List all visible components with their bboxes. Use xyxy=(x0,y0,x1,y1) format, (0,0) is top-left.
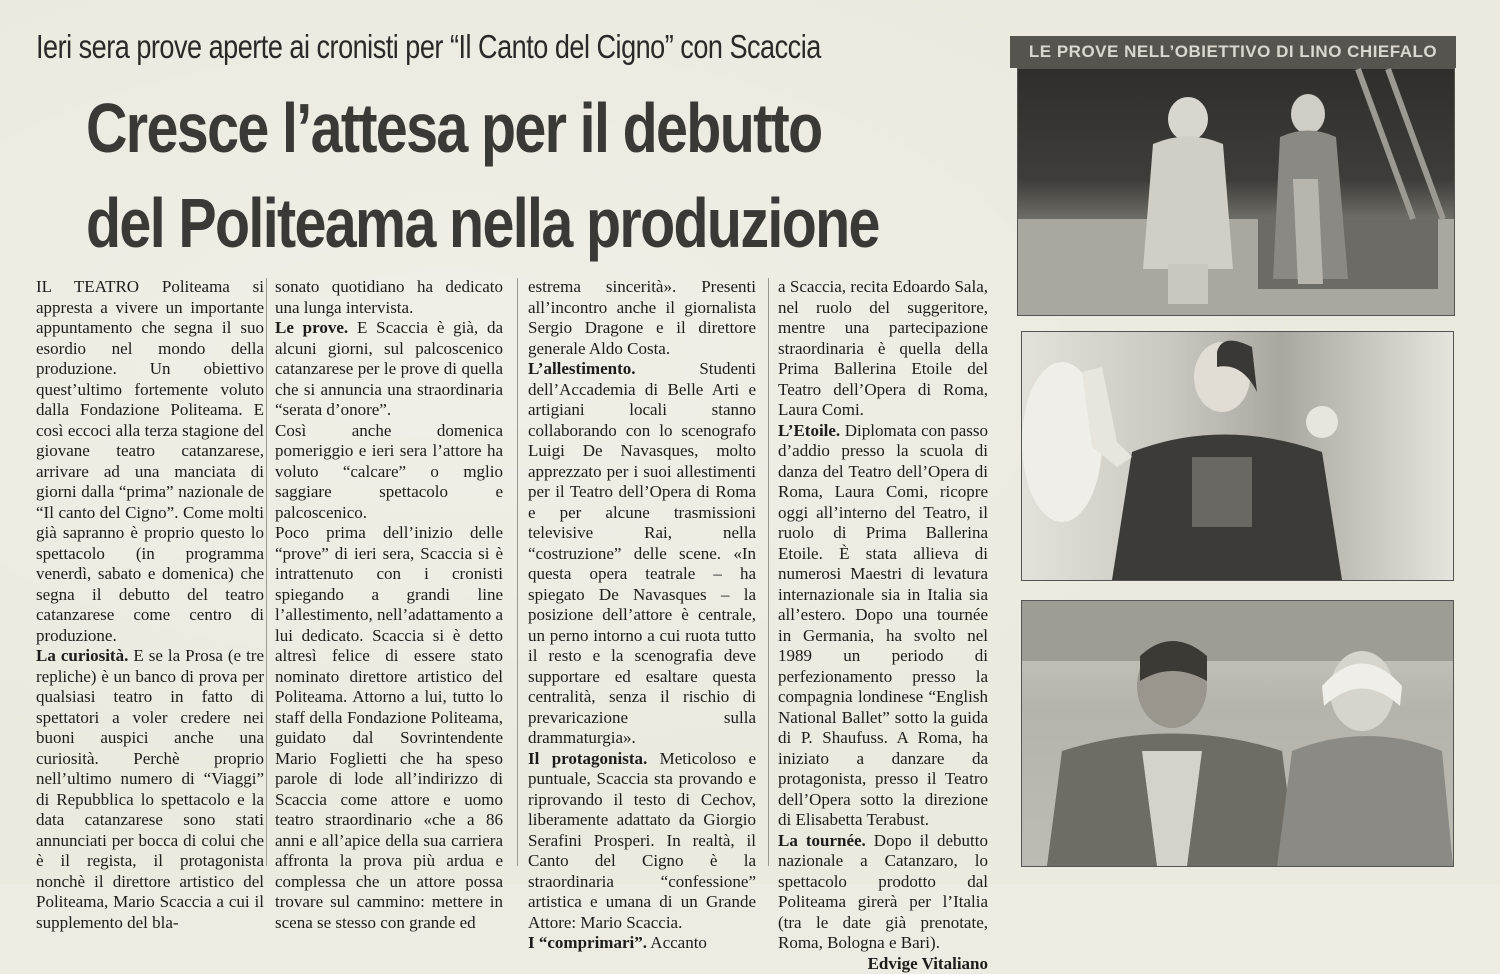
paragraph: estrema sincerità». Presenti all’incontro anche il giornalista Sergio Dragone e il direttore generale Aldo Costa. xyxy=(528,277,756,359)
photo-caption-banner: LE PROVE NELL’OBIETTIVO DI LINO CHIEFALO xyxy=(1010,36,1456,68)
article-column-2 xyxy=(275,277,503,867)
headline-line-1: Cresce l’attesa per il debutto xyxy=(86,93,906,163)
paragraph: Così anche domenica pomeriggio e ieri sera l’attore ha voluto “calcare” o mglio saggiare spettacolo e palcoscenico. xyxy=(275,421,503,524)
paragraph xyxy=(778,421,988,831)
article-column-1 xyxy=(36,277,264,867)
paragraph: sonato quotidiano ha dedicato una lunga intervista. xyxy=(275,277,503,318)
paragraph xyxy=(275,318,503,421)
author-signature: Edvige Vitaliano xyxy=(778,954,988,974)
subheading-prove: Le prove. xyxy=(275,318,348,337)
paragraph-text: E se la Prosa (e tre repliche) è un banco di prova per qualsiasi teatro in fatto di spettatori a voler credere nei buoni auspici anche una curiosità. Perchè proprio nell’ultimo numero di “Viaggi” di Repubblica lo spettacolo e la data catanzarese sono stati annunciati per bocca di colui che è il regista, il protagonista nonchè il direttore artistico del Politeama, Mario Scaccia a cui il supplemento del bla- xyxy=(36,646,264,932)
subheading-etoile: L’Etoile. xyxy=(778,421,840,440)
rehearsal-photo-two-actors xyxy=(1017,68,1455,316)
headline-line-2: del Politeama nella produzione xyxy=(86,188,906,258)
subheading-tournee: La tournée. xyxy=(778,831,866,850)
column-divider xyxy=(266,278,267,866)
paragraph-text: Studenti dell’Accademia di Belle Arti e artigiani locali stanno collaborando con lo scenografo Luigi De Navasques, molto apprezzato per i suoi allestimenti per il Teatro dell’Opera di Roma e per alcune trasmissioni televisive Rai, nella “costruzione” delle scene. «In questa opera teatrale – ha spiegato De Navasques – la posizione dell’attore è centrale, un perno intorno a cui ruota tutto il resto e la scenografia deve supportare ed esaltare questa centralità, senza il rischio di prevaricazione sulla drammaturgia». xyxy=(528,359,756,747)
article-column-4 xyxy=(778,277,988,867)
column-divider xyxy=(768,278,769,866)
rehearsal-photo-conversation xyxy=(1021,600,1454,867)
article-kicker: Ieri sera prove aperte ai cronisti per “Il Canto del Cigno” con Scaccia xyxy=(36,28,815,66)
paragraph xyxy=(528,749,756,934)
paragraph-text: Meticoloso e puntuale, Scaccia sta provando e riprovando il testo di Cechov, liberamente adattato da Giorgio Serafini Prosperi. In realtà, il Canto del Cigno è la straordinaria “confessione” artistica e umana di un Grande Attore: Mario Scaccia. xyxy=(528,749,756,932)
paragraph-text: Diplomata con passo d’addio presso la scuola di danza del Teatro dell’Opera di Roma, Laura Comi, ricopre oggi all’interno del Teatro, il ruolo di Prima Ballerina Etoile. È stata allieva di numerosi Maestri di levatura internazionale sia in Italia sia all’estero. Dopo una tournée in Germania, ha svolto nel 1989 un periodo di perfezionamento presso la compagnia londinese “English National Ballet” sotto la guida di P. Shaufuss. A Roma, ha iniziato a danzare da protagonista, presso il Teatro dell’Opera sotto la direzione di Elisabetta Terabust. xyxy=(778,421,988,830)
paragraph-text: Accanto xyxy=(647,933,707,952)
article-column-3 xyxy=(528,277,756,867)
paragraph xyxy=(36,646,264,933)
paragraph-text: E Scaccia è già, da alcuni giorni, sul palcoscenico catanzarese per le prove di quella che si annuncia una straordinaria “serata d’onore”. xyxy=(275,318,503,419)
rehearsal-photo-dancer xyxy=(1021,331,1454,581)
paragraph-text: Dopo il debutto nazionale a Catanzaro, lo spettacolo prodotto dal Politeama girerà per l’Italia (tra le date già prenotate, Roma, Bologna e Bari). xyxy=(778,831,988,953)
column-divider xyxy=(517,278,518,866)
paragraph: IL TEATRO Politeama si appresta a vivere un importante appuntamento che segna il suo esordio nel mondo della produzione. Un obiettivo quest’ultimo fortemente voluto dalla Fondazione Politeama. E così eccoci alla terza stagione del giovane teatro catanzarese, arrivare ad una manciata di giorni dalla “prima” nazionale de “Il canto del Cigno”. Come molti già sapranno è proprio questo lo spettacolo (in programma venerdì, sabato e domenica) che segna il debutto del teatro catanzarese come centro di produzione. xyxy=(36,277,264,646)
subheading-curiosita: La curiosità. xyxy=(36,646,128,665)
subheading-comprimari: I “comprimari”. xyxy=(528,933,647,952)
paragraph xyxy=(528,933,756,954)
paragraph: a Scaccia, recita Edoardo Sala, nel ruolo del suggeritore, mentre una partecipazione straordinaria è quella della Prima Ballerina Etoile del Teatro dell’Opera di Roma, Laura Comi. xyxy=(778,277,988,421)
paragraph: Poco prima dell’inizio delle “prove” di ieri sera, Scaccia si è intrattenuto con i cronisti spiegando a grandi line l’allestimento, nell’adattamento a lui dedicato. Scaccia si è detto altresì felice di essere stato nominato direttore artistico del Politeama. Attorno a lui, tutto lo staff della Fondazione Politeama, guidato dal Sovrintendente Mario Foglietti che ha speso parole di lode all’indirizzo di Scaccia come attore e uomo teatro straordinario «che a 86 anni e all’apice della sua carriera affronta la prova più ardua e complessa che un attore possa trovare sul cammino: mettere in scena se stesso con grande ed xyxy=(275,523,503,933)
subheading-allestimento: L’allestimento. xyxy=(528,359,636,378)
paragraph xyxy=(528,359,756,749)
subheading-protagonista: Il protagonista. xyxy=(528,749,647,768)
paragraph xyxy=(778,831,988,954)
